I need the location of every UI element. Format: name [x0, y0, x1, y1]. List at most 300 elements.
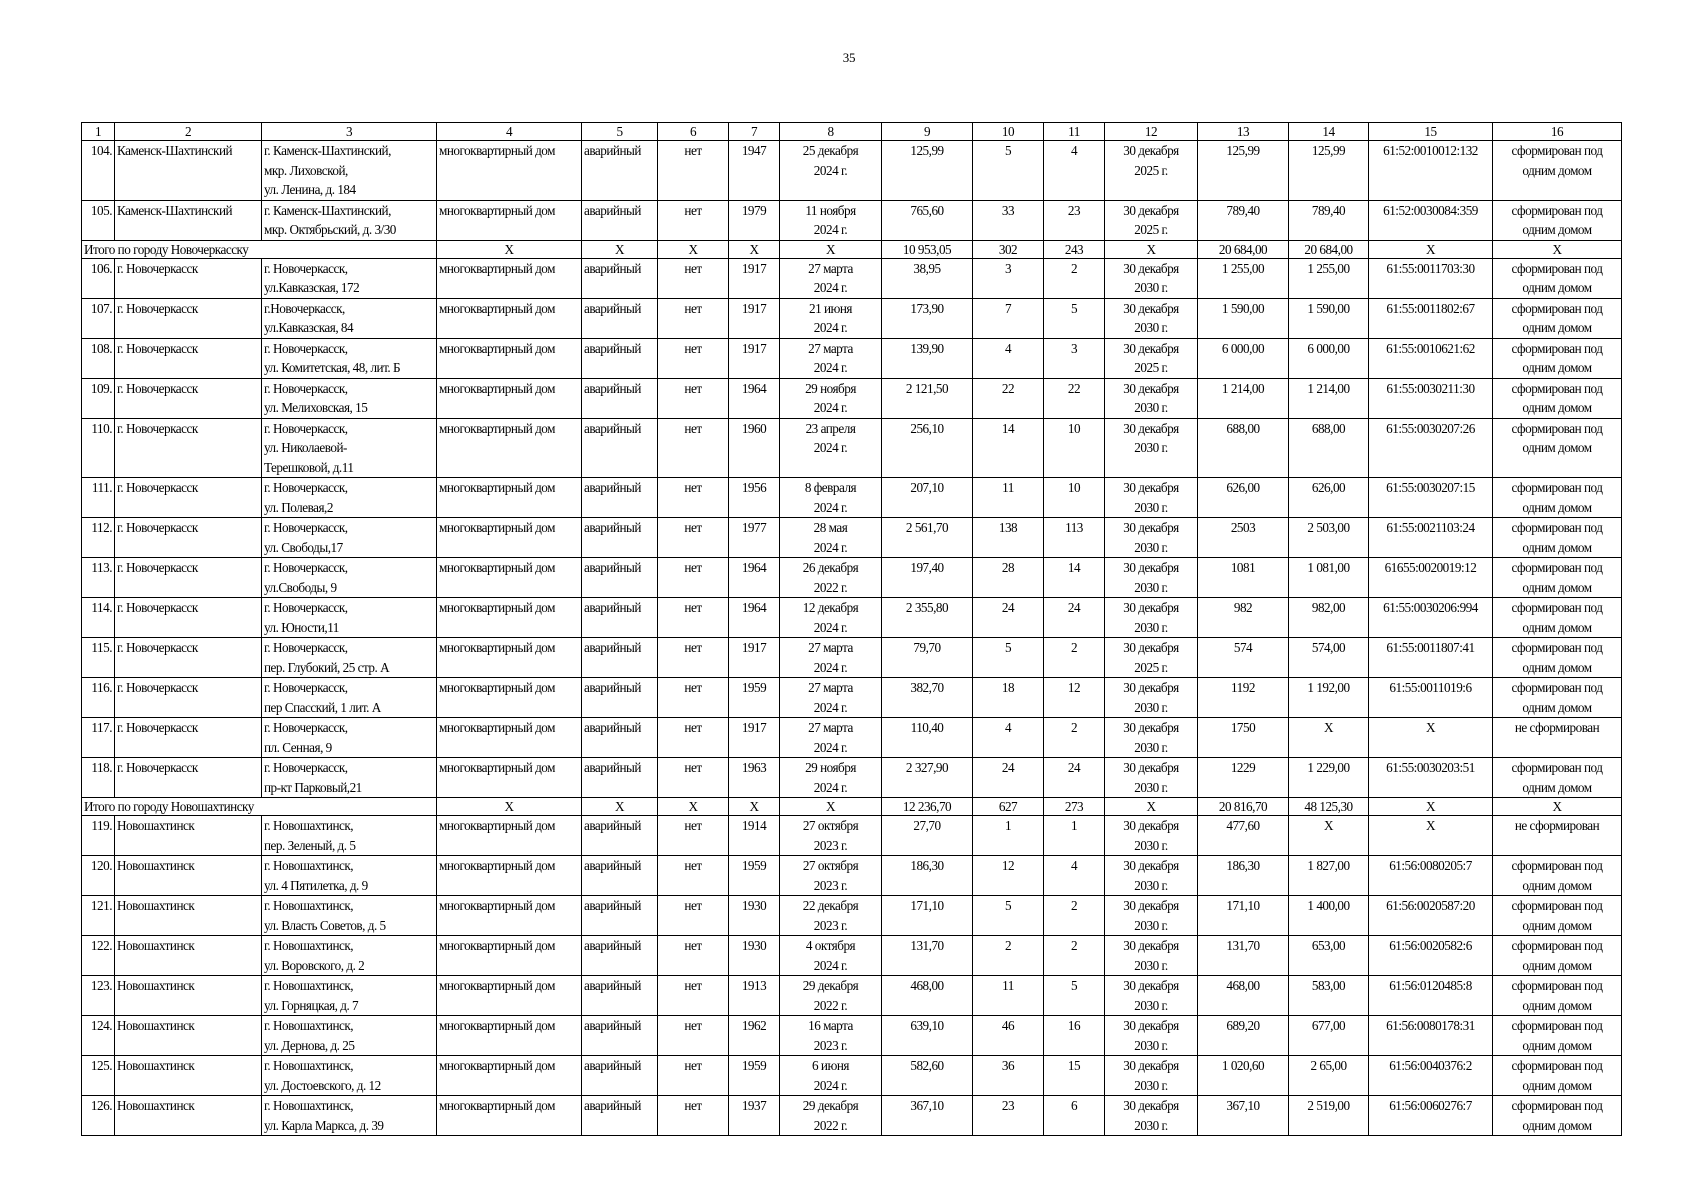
recognition-date-cell [780, 1096, 882, 1136]
year-cell: 1937 [729, 1096, 780, 1136]
plot-area-cell: 48 125,30 [1289, 798, 1369, 816]
municipality-cell: Новошахтинск [115, 856, 262, 896]
cell-line: одним домом [1522, 320, 1592, 335]
cell-line: пл. Сенная, 9 [264, 739, 332, 755]
address-cell [262, 1016, 437, 1056]
cell-line: г. Новошахтинск, [264, 858, 354, 873]
cell-line: 2024 г. [813, 400, 848, 415]
year-cell: 1963 [729, 758, 780, 798]
table-row [82, 141, 1622, 201]
cell-line: ул. Мелиховская, 15 [264, 400, 368, 415]
building-type-cell: многоквартирный дом [437, 418, 582, 478]
address-cell [262, 896, 437, 936]
cell-line: одним домом [1522, 997, 1592, 1013]
row-number-cell: 118. [82, 758, 115, 798]
plot-area-cell: 1 214,00 [1289, 378, 1369, 418]
cell-line: ул. Горняцкая, д. 7 [264, 997, 359, 1013]
cell-line: 30 декабря [1123, 560, 1179, 575]
apartments-cell: 243 [1044, 240, 1105, 258]
municipality-cell: Новошахтинск [115, 816, 262, 856]
cell-line: г. Новошахтинск, [264, 898, 354, 913]
column-number-cell: 5 [582, 123, 658, 141]
cadastral-number-cell: 61:55:0021103:24 [1369, 518, 1493, 558]
residents-cell: 4 [973, 718, 1044, 758]
land-area-cell: 6 000,00 [1198, 338, 1289, 378]
cell-line: г. Новочеркасск, [264, 420, 348, 436]
flag-cell: нет [658, 678, 729, 718]
plot-area-cell: 1 192,00 [1289, 678, 1369, 718]
flag-cell: нет [658, 936, 729, 976]
apartments-cell: 24 [1044, 758, 1105, 798]
cell-line: одним домом [1522, 579, 1592, 595]
status-cell: аварийный [582, 478, 658, 518]
cell-line: 30 декабря [1123, 938, 1179, 953]
municipality-cell: г. Новочеркасск [115, 718, 262, 758]
column-number-cell: 6 [658, 123, 729, 141]
cell-line: не сформирован [1514, 818, 1600, 833]
cell-line: мкр. Октябрьский, д. 3/30 [264, 222, 396, 237]
deadline-cell [1105, 1056, 1198, 1096]
plot-status-cell [1493, 141, 1622, 201]
area-cell: 2 355,80 [882, 598, 973, 638]
flag-cell: нет [658, 598, 729, 638]
land-area-cell: 1 255,00 [1198, 258, 1289, 298]
cell-line: ул. Власть Советов, д. 5 [264, 917, 386, 933]
apartments-cell: 22 [1044, 378, 1105, 418]
housing-table [81, 122, 1622, 1136]
cell-line: 2024 г. [813, 539, 848, 555]
land-area-cell: 477,60 [1198, 816, 1289, 856]
cell-line: 2025 г. [1134, 659, 1168, 675]
address-cell [262, 718, 437, 758]
municipality-cell: Каменск-Шахтинский [115, 141, 262, 201]
municipality-cell: г. Новочеркасск [115, 378, 262, 418]
land-area-cell: 1192 [1198, 678, 1289, 718]
plot-status-cell [1493, 518, 1622, 558]
area-cell: 171,10 [882, 896, 973, 936]
flag-cell: нет [658, 1056, 729, 1096]
apartments-cell: 4 [1044, 141, 1105, 201]
area-cell: 110,40 [882, 718, 973, 758]
recognition-date-cell [780, 856, 882, 896]
cell-line: сформирован под [1511, 202, 1603, 218]
recognition-date-cell [780, 338, 882, 378]
flag-cell: нет [658, 1016, 729, 1056]
plot-status-cell [1493, 816, 1622, 856]
recognition-date-cell [780, 558, 882, 598]
cell-line: сформирован под [1511, 1058, 1603, 1073]
status-cell: аварийный [582, 936, 658, 976]
recognition-date-cell [780, 258, 882, 298]
cadastral-number-cell: 61:56:0080205:7 [1369, 856, 1493, 896]
recognition-date-cell [780, 1016, 882, 1056]
row-number-cell: 108. [82, 338, 115, 378]
plot-area-cell: 583,00 [1289, 976, 1369, 1016]
column-number-cell: 13 [1198, 123, 1289, 141]
land-area-cell: 2503 [1198, 518, 1289, 558]
municipality-cell: Каменск-Шахтинский [115, 200, 262, 240]
plot-area-cell: 2 519,00 [1289, 1096, 1369, 1136]
row-number-cell: 126. [82, 1096, 115, 1136]
cadastral-number-cell: 61:55:0011802:67 [1369, 298, 1493, 338]
plot-area-cell: 1 229,00 [1289, 758, 1369, 798]
plot-area-cell: 688,00 [1289, 418, 1369, 478]
plot-area-cell: 2 503,00 [1289, 518, 1369, 558]
cell-line: не сформирован [1514, 720, 1600, 735]
column-number-cell: 11 [1044, 123, 1105, 141]
table-row [82, 896, 1622, 936]
cell-line: 30 декабря [1123, 420, 1179, 436]
address-cell [262, 678, 437, 718]
residents-cell: 22 [973, 378, 1044, 418]
cell-line: 8 февраля [804, 480, 857, 495]
deadline-cell [1105, 1016, 1198, 1056]
cell-line: 27 октября [802, 858, 859, 873]
cadastral-number-cell: X [1369, 718, 1493, 758]
municipality-cell: Новошахтинск [115, 1056, 262, 1096]
plot-status-cell [1493, 378, 1622, 418]
cell-line: сформирован под [1511, 680, 1603, 695]
flag-cell: нет [658, 298, 729, 338]
land-area-cell: 1750 [1198, 718, 1289, 758]
cell-line: г. Новочеркасск, [264, 560, 348, 575]
building-type-cell: многоквартирный дом [437, 258, 582, 298]
plot-area-cell: 574,00 [1289, 638, 1369, 678]
cell-line: 30 декабря [1123, 1018, 1179, 1033]
table-row [82, 378, 1622, 418]
building-type-cell: многоквартирный дом [437, 141, 582, 201]
cell-line: 2024 г. [813, 320, 848, 335]
flag-cell: нет [658, 718, 729, 758]
cadastral-number-cell: 61:56:0020587:20 [1369, 896, 1493, 936]
recognition-date-cell [780, 678, 882, 718]
cell-line: 2030 г. [1134, 499, 1168, 515]
recognition-date-cell [780, 936, 882, 976]
apartments-cell: 2 [1044, 638, 1105, 678]
row-number-cell: 111. [82, 478, 115, 518]
cell-line: одним домом [1522, 499, 1592, 515]
recognition-date-cell [780, 896, 882, 936]
cell-line: 2024 г. [813, 222, 848, 237]
cell-line: 30 декабря [1123, 202, 1179, 218]
deadline-cell [1105, 1096, 1198, 1136]
area-cell: 639,10 [882, 1016, 973, 1056]
apartments-cell: 2 [1044, 258, 1105, 298]
year-cell: 1917 [729, 298, 780, 338]
apartments-cell: 5 [1044, 298, 1105, 338]
cadastral-number-cell: X [1369, 240, 1493, 258]
land-area-cell: 125,99 [1198, 141, 1289, 201]
cell-line: сформирован под [1511, 640, 1603, 655]
plot-status-cell [1493, 418, 1622, 478]
flag-cell: нет [658, 976, 729, 1016]
deadline-cell [1105, 976, 1198, 1016]
status-cell: аварийный [582, 378, 658, 418]
recognition-date-cell [780, 141, 882, 201]
table-row [82, 518, 1622, 558]
table-row [82, 558, 1622, 598]
cadastral-number-cell: 61:52:0010012:132 [1369, 141, 1493, 201]
land-area-cell: 171,10 [1198, 896, 1289, 936]
cell-line: ул. Ленина, д. 184 [264, 182, 356, 197]
cell-line: 2024 г. [813, 779, 848, 795]
deadline-cell: X [1105, 240, 1198, 258]
table-row [82, 418, 1622, 478]
column-number-cell: 2 [115, 123, 262, 141]
building-type-cell: многоквартирный дом [437, 638, 582, 678]
year-cell: 1917 [729, 258, 780, 298]
table-row [82, 1056, 1622, 1096]
cell-line: ул.Кавказская, 84 [264, 320, 354, 335]
deadline-cell [1105, 718, 1198, 758]
flag-cell: нет [658, 856, 729, 896]
cell-line: ул. Дернова, д. 25 [264, 1037, 355, 1053]
cell-line: 2024 г. [813, 440, 848, 455]
cell-line: одним домом [1522, 877, 1592, 893]
flag-cell: нет [658, 518, 729, 558]
area-cell: 765,60 [882, 200, 973, 240]
land-area-cell: 1081 [1198, 558, 1289, 598]
cell-line: одним домом [1522, 619, 1592, 635]
cell-line: 27 марта [808, 680, 853, 695]
residents-cell: 4 [973, 338, 1044, 378]
table-row [82, 598, 1622, 638]
cadastral-number-cell: 61:56:0120485:8 [1369, 976, 1493, 1016]
cell-line: г. Новочеркасск, [264, 600, 348, 615]
municipality-cell: г. Новочеркасск [115, 418, 262, 478]
plot-status-cell [1493, 976, 1622, 1016]
land-area-cell: 1 020,60 [1198, 1056, 1289, 1096]
cell-line: 2023 г. [813, 917, 848, 933]
deadline-cell [1105, 936, 1198, 976]
year-cell: 1959 [729, 1056, 780, 1096]
apartments-cell: 4 [1044, 856, 1105, 896]
flag-cell: X [658, 798, 729, 816]
deadline-cell [1105, 141, 1198, 201]
cell-line: 2025 г. [1134, 360, 1168, 375]
status-cell: аварийный [582, 678, 658, 718]
cell-line: 30 декабря [1123, 858, 1179, 873]
status-cell: аварийный [582, 338, 658, 378]
cadastral-number-cell: 61:55:0010621:62 [1369, 338, 1493, 378]
area-cell: 131,70 [882, 936, 973, 976]
year-cell: X [729, 798, 780, 816]
cell-line: одним домом [1522, 917, 1592, 933]
recognition-date-cell [780, 1056, 882, 1096]
cell-line: 27 марта [808, 640, 853, 655]
cell-line: 2024 г. [813, 619, 848, 635]
plot-status-cell [1493, 1096, 1622, 1136]
cell-line: пер. Глубокий, 25 стр. А [264, 659, 390, 675]
plot-area-cell: 1 590,00 [1289, 298, 1369, 338]
recognition-date-cell [780, 518, 882, 558]
cell-line: г. Новошахтинск, [264, 1098, 354, 1113]
recognition-date-cell [780, 378, 882, 418]
flag-cell: нет [658, 338, 729, 378]
plot-area-cell: X [1289, 718, 1369, 758]
recognition-date-cell [780, 298, 882, 338]
residents-cell: 23 [973, 1096, 1044, 1136]
cell-line: г. Новочеркасск, [264, 520, 348, 535]
address-cell [262, 141, 437, 201]
deadline-cell [1105, 478, 1198, 518]
plot-status-cell [1493, 558, 1622, 598]
apartments-cell: 6 [1044, 1096, 1105, 1136]
cell-line: Терешковой, д.11 [264, 459, 354, 475]
residents-cell: 7 [973, 298, 1044, 338]
building-type-cell: многоквартирный дом [437, 1056, 582, 1096]
cell-line: одним домом [1522, 440, 1592, 455]
land-area-cell: 982 [1198, 598, 1289, 638]
flag-cell: нет [658, 141, 729, 201]
cell-line: 30 декабря [1123, 760, 1179, 775]
cell-line: 12 декабря [802, 600, 859, 615]
column-number-cell: 7 [729, 123, 780, 141]
table-row [82, 816, 1622, 856]
cell-line: сформирован под [1511, 858, 1603, 873]
year-cell: 1977 [729, 518, 780, 558]
cadastral-number-cell: 61:55:0030207:26 [1369, 418, 1493, 478]
cell-line: 30 декабря [1123, 260, 1179, 276]
plot-status-cell [1493, 338, 1622, 378]
apartments-cell: 16 [1044, 1016, 1105, 1056]
cell-line: ул. Свободы,17 [264, 539, 343, 555]
cell-line: 30 декабря [1123, 340, 1179, 356]
flag-cell: нет [658, 896, 729, 936]
cell-line: сформирован под [1511, 1098, 1603, 1113]
plot-status-cell [1493, 718, 1622, 758]
plot-area-cell: 1 827,00 [1289, 856, 1369, 896]
residents-cell: 33 [973, 200, 1044, 240]
plot-status-cell [1493, 678, 1622, 718]
plot-status-cell [1493, 1056, 1622, 1096]
building-type-cell: многоквартирный дом [437, 678, 582, 718]
residents-cell: 18 [973, 678, 1044, 718]
plot-status-cell [1493, 638, 1622, 678]
area-cell: 256,10 [882, 418, 973, 478]
cell-line: г. Каменск-Шахтинский, [264, 202, 391, 218]
building-type-cell: X [437, 240, 582, 258]
cell-line: сформирован под [1511, 340, 1603, 356]
flag-cell: нет [658, 478, 729, 518]
recognition-date-cell [780, 816, 882, 856]
cell-line: 2024 г. [813, 739, 848, 755]
cell-line: сформирован под [1511, 938, 1603, 953]
status-cell: аварийный [582, 718, 658, 758]
address-cell [262, 558, 437, 598]
area-cell: 2 121,50 [882, 378, 973, 418]
plot-status-cell [1493, 936, 1622, 976]
plot-area-cell: 1 400,00 [1289, 896, 1369, 936]
address-cell [262, 816, 437, 856]
status-cell: аварийный [582, 418, 658, 478]
cell-line: 2022 г. [813, 997, 848, 1013]
column-number-cell: 4 [437, 123, 582, 141]
table-row [82, 338, 1622, 378]
land-area-cell: 20 684,00 [1198, 240, 1289, 258]
cell-line: 27 марта [808, 340, 853, 356]
table-row [82, 478, 1622, 518]
cell-line: 30 декабря [1123, 898, 1179, 913]
status-cell: аварийный [582, 758, 658, 798]
table-row [82, 678, 1622, 718]
plot-area-cell: 789,40 [1289, 200, 1369, 240]
table-row [82, 856, 1622, 896]
residents-cell: 11 [973, 976, 1044, 1016]
cell-line: 11 ноября [805, 202, 856, 218]
column-number-cell: 1 [82, 123, 115, 141]
cell-line: ул. Комитетская, 48, лит. Б [264, 360, 401, 375]
cadastral-number-cell: 61:52:0030084:359 [1369, 200, 1493, 240]
plot-area-cell: 982,00 [1289, 598, 1369, 638]
cell-line: 26 декабря [802, 560, 859, 575]
flag-cell: нет [658, 1096, 729, 1136]
area-cell: 197,40 [882, 558, 973, 598]
row-number-cell: 106. [82, 258, 115, 298]
apartments-cell: 10 [1044, 418, 1105, 478]
status-cell: аварийный [582, 258, 658, 298]
deadline-cell [1105, 338, 1198, 378]
flag-cell: нет [658, 758, 729, 798]
residents-cell: 627 [973, 798, 1044, 816]
cell-line: 30 декабря [1123, 480, 1179, 495]
table-row [82, 936, 1622, 976]
building-type-cell: многоквартирный дом [437, 378, 582, 418]
cell-line: сформирован под [1511, 520, 1603, 535]
cell-line: 2023 г. [813, 837, 848, 853]
address-cell [262, 758, 437, 798]
address-cell [262, 298, 437, 338]
cell-line: 27 марта [808, 260, 853, 276]
cell-line: сформирован под [1511, 760, 1603, 775]
cadastral-number-cell: 61:56:0020582:6 [1369, 936, 1493, 976]
apartments-cell: 10 [1044, 478, 1105, 518]
address-cell [262, 976, 437, 1016]
status-cell: X [582, 240, 658, 258]
residents-cell: 302 [973, 240, 1044, 258]
year-cell: 1959 [729, 678, 780, 718]
residents-cell: 138 [973, 518, 1044, 558]
cell-line: 28 мая [813, 520, 848, 535]
cell-line: ул.Кавказская, 172 [264, 280, 360, 295]
plot-area-cell: 2 65,00 [1289, 1056, 1369, 1096]
residents-cell: 3 [973, 258, 1044, 298]
column-number-cell: 8 [780, 123, 882, 141]
row-number-cell: 122. [82, 936, 115, 976]
cell-line: сформирован под [1511, 260, 1603, 276]
plot-area-cell: X [1289, 816, 1369, 856]
cadastral-number-cell: 61:55:0030203:51 [1369, 758, 1493, 798]
cell-line: 30 декабря [1123, 1058, 1179, 1073]
cell-line: одним домом [1522, 1077, 1592, 1093]
cell-line: ул. Юности,11 [264, 619, 339, 635]
cell-line: 2025 г. [1134, 222, 1168, 237]
year-cell: 1979 [729, 200, 780, 240]
year-cell: 1947 [729, 141, 780, 201]
column-number-cell: 3 [262, 123, 437, 141]
cell-line: 29 декабря [802, 978, 859, 993]
area-cell: 38,95 [882, 258, 973, 298]
residents-cell: 5 [973, 896, 1044, 936]
municipality-cell: Новошахтинск [115, 976, 262, 1016]
flag-cell: нет [658, 258, 729, 298]
column-number-cell: 9 [882, 123, 973, 141]
cell-line: ул. Достоевского, д. 12 [264, 1077, 381, 1093]
deadline-cell [1105, 598, 1198, 638]
cell-line: 4 октября [805, 938, 856, 953]
cell-line: 30 декабря [1123, 600, 1179, 615]
deadline-cell [1105, 896, 1198, 936]
